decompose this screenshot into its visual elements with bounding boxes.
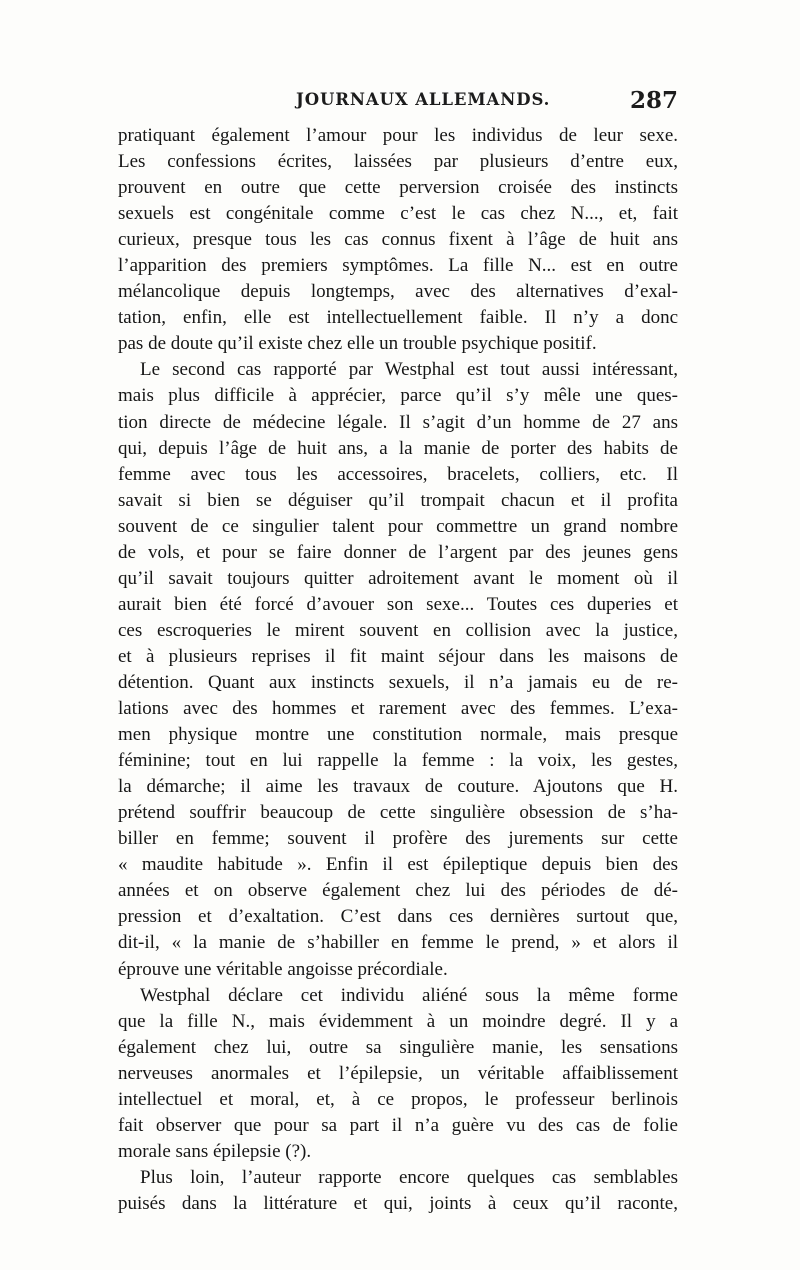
text-line: années et on observe également chez lui des périodes de dé- [118, 880, 678, 902]
text-line: prouvent en outre que cette perversion croisée des instincts [118, 177, 678, 199]
text-line: femme avec tous les accessoires, bracelets, colliers, etc. Il [118, 463, 678, 485]
text-line: mais plus difficile à apprécier, parce qu’il s’y mêle une ques- [118, 385, 678, 407]
text-line: Westphal déclare cet individu aliéné sous la même forme [140, 984, 678, 1006]
text-line: féminine; tout en lui rappelle la femme : la voix, les gestes, [118, 750, 678, 772]
text-line: pratiquant également l’amour pour les individus de leur sexe. [118, 125, 678, 146]
text-line: « maudite habitude ». Enfin il est épileptique depuis bien des [118, 854, 678, 876]
page-number: 287 [629, 87, 678, 114]
running-head: JOURNAUX ALLEMANDS. [296, 90, 551, 109]
text-line: pression et d’exaltation. C’est dans ces dernières surtout que, [118, 906, 678, 928]
text-line: morale sans épilepsie (?). [118, 1140, 312, 1162]
text-line: de vols, et pour se faire donner de l’argent par des jeunes gens [118, 541, 678, 563]
text-line: l’apparition des premiers symptômes. La fille N... est en outre [118, 255, 678, 277]
text-line: puisés dans la littérature et qui, joints à ceux qu’il raconte, [118, 1192, 678, 1214]
text-line: pas de doute qu’il existe chez elle un trouble psychique positif. [118, 333, 597, 355]
text-line: qui, depuis l’âge de huit ans, a la manie de porter des habits de [118, 437, 678, 459]
text-line: tion directe de médecine légale. Il s’agit d’un homme de 27 ans [118, 411, 678, 433]
text-line: aurait bien été forcé d’avouer son sexe... Toutes ces duperies et [118, 593, 678, 615]
text-line: Les confessions écrites, laissées par plusieurs d’entre eux, [118, 151, 678, 173]
text-line: mélancolique depuis longtemps, avec des alternatives d’exal- [118, 281, 678, 303]
text-line: tation, enfin, elle est intellectuellement faible. Il n’y a donc [118, 307, 678, 329]
text-line: nerveuses anormales et l’épilepsie, un véritable affaiblissement [118, 1062, 678, 1084]
text-line: ces escroqueries le mirent souvent en collision avec la justice, [118, 619, 678, 641]
text-line: Plus loin, l’auteur rapporte encore quelques cas semblables [140, 1166, 678, 1188]
text-line: et à plusieurs reprises il fit maint séjour dans les maisons de [118, 645, 678, 667]
text-line: qu’il savait toujours quitter adroitement avant le moment où il [118, 567, 678, 589]
text-line: la démarche; il aime les travaux de couture. Ajoutons que H. [118, 776, 678, 798]
text-line: fait observer que pour sa part il n’a guère vu des cas de folie [118, 1114, 678, 1136]
text-line: éprouve une véritable angoisse précordiale. [118, 958, 448, 980]
text-line: men physique montre une constitution normale, mais presque [118, 724, 678, 746]
text-line: souvent de ce singulier talent pour commettre un grand nombre [118, 515, 678, 537]
text-line: lations avec des hommes et rarement avec des femmes. L’exa- [118, 698, 678, 720]
text-line: prétend souffrir beaucoup de cette singulière obsession de s’ha- [118, 802, 678, 824]
text-line: savait si bien se déguiser qu’il trompait chacun et il profita [118, 489, 678, 511]
text-line: curieux, presque tous les cas connus fixent à l’âge de huit ans [118, 229, 678, 251]
text-line: biller en femme; souvent il profère des jurements sur cette [118, 828, 678, 850]
text-line: intellectuel et moral, et, à ce propos, le professeur berlinois [118, 1088, 678, 1110]
text-line: que la fille N., mais évidemment à un moindre degré. Il y a [118, 1010, 678, 1032]
text-line: également chez lui, outre sa singulière manie, les sensations [118, 1036, 678, 1058]
text-line: Le second cas rapporté par Westphal est tout aussi intéressant, [140, 359, 678, 381]
text-line: détention. Quant aux instincts sexuels, il n’a jamais eu de re- [118, 671, 678, 693]
text-line: dit-il, « la manie de s’habiller en femme le prend, » et alors il [118, 932, 678, 954]
body-text [118, 123, 678, 1217]
text-line: sexuels est congénitale comme c’est le cas chez N..., et, fait [118, 203, 678, 225]
page-header [118, 87, 678, 122]
